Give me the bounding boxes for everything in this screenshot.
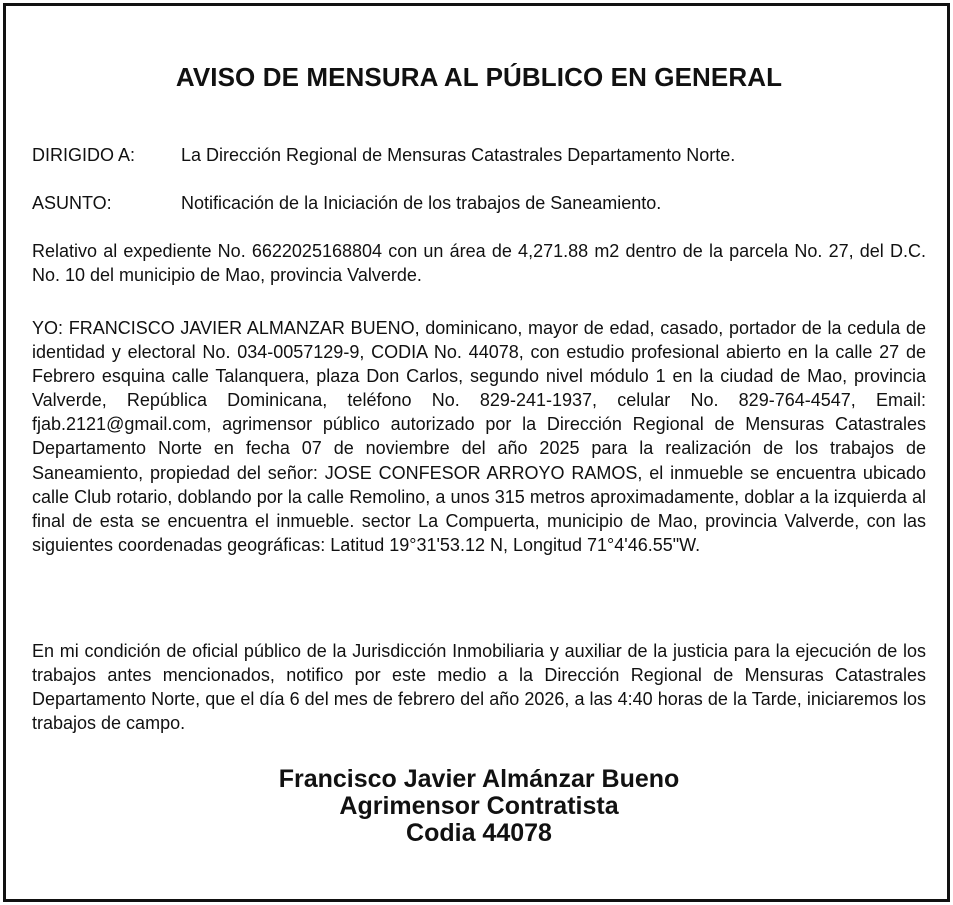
dirigido-value: La Dirección Regional de Mensuras Catastrales Departamento Norte. bbox=[181, 145, 736, 165]
dirigido-label: DIRIGIDO A: bbox=[32, 145, 136, 165]
declaracion-paragraph: YO: FRANCISCO JAVIER ALMANZAR BUENO, dominicano, mayor de edad, casado, portador de la cedula de identidad y electoral No. 034-0057129-9, CODIA No. 44078, con estudio profesional abierto en la calle 27 de Febrero esquina calle Talanquera, plaza Don Carlos, segundo nivel módulo 1 en la ciudad de Mao, provincia Valverde, República Dominicana, teléfono No. 829-241-1937, celular No. 829-764-4547, Email: fjab.2121@gmail.com, agrimensor público autorizado por la Dirección Regional de Mensuras Catastrales Departamento Norte en fecha 07 de noviembre del año 2025 para la realización de los trabajos de Saneamiento, propiedad del señor: JOSE CONFESOR ARROYO RAMOS, el inmueble se encuentra ubicado calle Club rotario, doblando por la calle Remolino, a unos 315 metros aproximadamente, doblar a la izquierda al final de esta se encuentra el inmueble. sector La Compuerta, municipio de Mao, provincia Valverde, con las siguientes coordenadas geográficas: Latitud 19°31'53.12 N, Longitud 71°4'46.55"W. bbox=[32, 318, 926, 555]
notificacion-paragraph: En mi condición de oficial público de la Jurisdicción Inmobiliaria y auxiliar de la justicia para la ejecución de los trabajos antes mencionados, notifico por este medio a la Dirección Regional de Mensuras Catastrales Departamento Norte, que el día 6 del mes de febrero del año 2026, a las 4:40 horas de la Tarde, iniciaremos los trabajos de campo. bbox=[32, 641, 926, 734]
notice-title: AVISO DE MENSURA AL PÚBLICO EN GENERAL bbox=[175, 62, 783, 92]
relativo-paragraph: Relativo al expediente No. 6622025168804 con un área de 4,271.88 m2 dentro de la parcela No. 27, del D.C. No. 10 del municipio de Mao, provincia Valverde. bbox=[32, 241, 926, 286]
asunto-label: ASUNTO: bbox=[32, 193, 112, 213]
signature-codia: Codia 44078 bbox=[406, 819, 552, 847]
asunto-value: Notificación de la Iniciación de los trabajos de Saneamiento. bbox=[181, 193, 662, 213]
notice-frame bbox=[3, 3, 950, 902]
signature-role: Agrimensor Contratista bbox=[339, 792, 619, 820]
signature-name: Francisco Javier Almánzar Bueno bbox=[278, 765, 680, 793]
